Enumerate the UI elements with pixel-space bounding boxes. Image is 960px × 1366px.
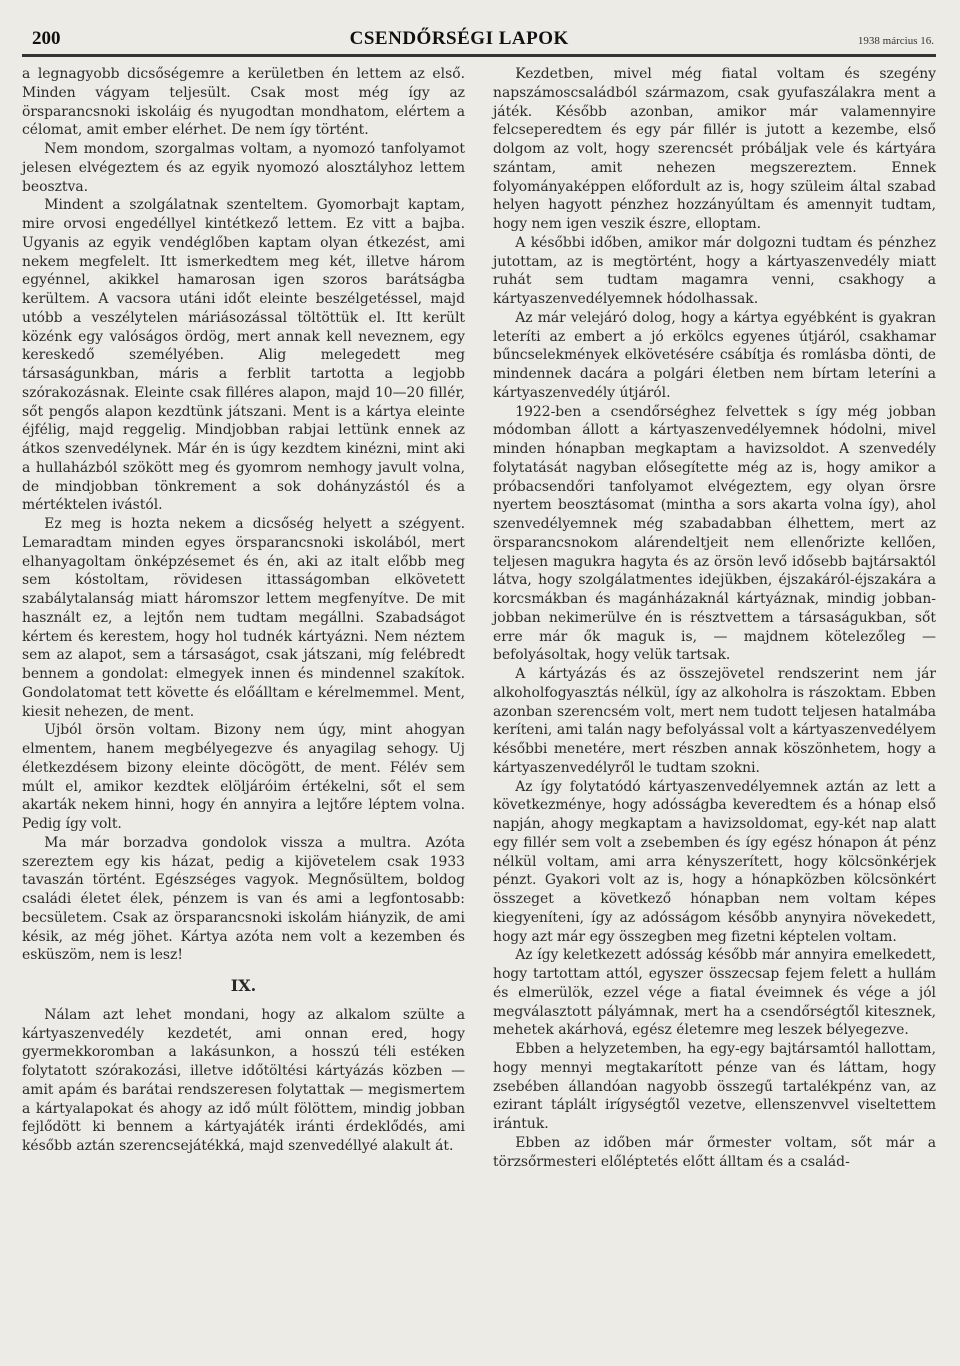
paragraph: Az már velejáró dolog, hogy a kártya egyébként is gyakran leteríti az embert a jó erkölcs egyenes útjáról, csakhamar bűncselekmények elkövetésére csábítja és romlásba dönti, de mindennek dacára a polgári életben nem bírtam leteríni a kártyaszenvedély útjáról. xyxy=(493,309,936,401)
paragraph: Az így folytatódó kártyaszenvedélyemnek aztán az lett a következménye, hogy adósságba keveredtem és a hónap első napján, ahogy megkaptam a havizsoldomat, egy-két nap alatt egy fillér sem volt a zsebemben és így egész hónapon át pénz nélkül voltam, ami arra kényszerített, hogy kölcsönkérjek pénzt. Gyakori volt az is, hogy a hónapközben kölcsönkért összeget a következő hónapban nem voltam képes kiegyeníteni, így az adósságom később anynyira növekedett, hogy azt már egy összegben meg fizetni képtelen voltam. xyxy=(493,778,936,945)
paragraph: Mindent a szolgálatnak szenteltem. Gyomorbajt kaptam, mire orvosi engedéllyel kintétkező lettem. Ez vitt a bajba. Ugyanis az egyik vendéglőben kaptam olyan étkezést, ami nekem megfelelt. Itt ismerkedtem meg két, illetve három egyénnel, akikkel hamarosan igen szoros barátságba kerültem. A vacsora utáni időt eleinte beszélgetéssel, majd utóbb a veszélytelen máriásozással töltöttük el. Itt került közénk egy valóságos ördög, mert annak kell neveznem, egy kereskedő személyében. Alig melegedett meg társaságunkban, máris a ferblit tartotta a legjobb szórakozásnak. Eleinte csak filléres alapon, majd 10—20 fillér, sőt pengős alapon kezdtünk játszani. Ment is a kártya eleinte éjfélig, majd reggelig. Mindjobban rabjai lettünk ennek az átkos szenvedélynek. Már én is úgy kezdtem kinézni, mint aki a hullaházból szökött meg és gyomrom nemhogy javult volna, de mindjobban tönkrement a sok dohányzástól és a mértéktelen ivástól. xyxy=(22,197,465,514)
left-column xyxy=(22,65,465,1171)
article-columns xyxy=(22,65,936,1171)
paragraph: a legnagyobb dicsőségemre a kerületben én lettem az első. Minden vágyam teljesült. Csak most még így az örsparancsnoki iskoláig és nyugodtan mondhatom, elértem a célomat, amit ember elérhet. De nem így történt. xyxy=(22,66,465,139)
paragraph: 1922-ben a csendőrséghez felvettek s így még jobban módomban állott a kártyaszenvedélyemnek hódolni, mivel minden hónapban megkaptam a havizsoldot. A szenvedély folytatását nagyban elősegítette még az is, hogy amikor a próbacsendőri tanfolyamot elvégeztem, egy olyan örsre nyertem beosztásomat (mintha a sors akarta volna így), ahol szenvedélyemnek még szabadabban élhettem, mert az örsparancsnokom alárendeltjeit nem ellenőrizte kellően, teljesen magukra hagyta és az örsön levő idősebb bajtársaktól látva, hogy szolgálatmentes idejükben, éjszakáról-éjszakára a korcsmákban és magánházaknál kártyáznak, mindig jobban-jobban nekimerülve én is résztvettem a társaságukban, sőt erre már ők maguk is, — majdnem kötelezőleg — befolyásoltak, hogy velük tartsak. xyxy=(493,403,936,664)
publication-title: CSENDŐRSÉGI LAPOK xyxy=(349,28,569,49)
paragraph: Ujból örsön voltam. Bizony nem úgy, mint ahogyan elmentem, hanem megbélyegezve és anyagilag sehogy. Uj életkezdésem bizony eleinte döcögött, de ment. Félév sem múlt el, amikor kezdtek elöljáróim értékelni, sőt el sem akarták nekem hinni, hogy én annyira a lejtőre léptem volna. Pedig így volt. xyxy=(22,722,465,832)
paragraph: Nem mondom, szorgalmas voltam, a nyomozó tanfolyamot jelesen elvégeztem és az egyik nyomozó alosztályhoz lettem beosztva. xyxy=(22,141,465,195)
paragraph: A kártyázás és az összejövetel rendszerint nem jár alkoholfogyasztás nélkül, így az alkoholra is rászoktam. Ebben azonban szerencsém volt, mert nem tudott teljesen hatalmába keríteni, ami talán nagy befolyással volt a kártyaszenvedélyem későbbi menetére, mert részben annak köszönhetem, hogy a kártyaszenvedélyről le tudtam szokni. xyxy=(493,666,936,776)
page-number: 200 xyxy=(32,28,61,49)
issue-date: 1938 március 16. xyxy=(857,35,934,47)
paragraph: Ebben az időben már őrmester voltam, sőt már a törzsőrmesteri előléptetés előtt álltam és a család- xyxy=(493,1134,936,1170)
paragraph: A későbbi időben, amikor már dolgozni tudtam és pénzhez jutottam, az is megtörtént, hogy a kártyaszenvedély miatt ruhát sem tudtam magamra venni, csakhogy a kártyaszenvedélyemnek hódolhassak. xyxy=(493,234,936,307)
paragraph: Ma már borzadva gondolok vissza a multra. Azóta szereztem egy kis házat, pedig a kijövetelem csak 1933 tavaszán történt. Egészséges vagyok. Megnősültem, boldog családi életet élek, pénzem is van és ami a legfontosabb: becsületem. Csak az örsparancsnoki iskolám hiányzik, de ami késik, az még jöhet. Kártya azóta nem volt a kezemben és esküszöm, nem is lesz! xyxy=(22,834,465,964)
paragraph: Ebben a helyzetemben, ha egy-egy bajtársamtól hallottam, hogy mennyi megtakarított pénze van és láttam, hogy zsebében állandóan nagyobb összegű tartalékpénz van, az ezirant táplált irígységtől vezetve, ellenszenvvel viseltettem irántuk. xyxy=(493,1041,936,1132)
right-column xyxy=(493,65,936,1171)
paragraph: Nálam azt lehet mondani, hogy az alkalom szülte a kártyaszenvedély kezdetét, ami onnan ered, hogy gyermekkoromban a lakásunkon, a hosszú téli estéken folytatott szórakozási, illetve időtöltési kártyázás közben — amit apám és barátai rendszeresen folytattak — megismertem a kártyalapokat és ahogy az idő múlt fölöttem, mindig jobban fejlődött ki bennem a kártyajáték iránti érdeklődés, ami később aztán szerencsejátékká, majd szenvedéllyé alakult át. xyxy=(22,1006,465,1154)
paragraph: Ez meg is hozta nekem a dicsőség helyett a szégyent. Lemaradtam minden egyes örsparancsnoki iskolából, mert elhanyagoltam önképzésemet és én, aki az italt előbb meg sem kóstoltam, rövidesen ittasságomban elkövetett szabálytalanság miatt háromszor lettem megfenyítve. De mit használt ez, a lejtőn nem tudtam megállni. Szabadságot kértem és kerestem, hogy hol tudnék kártyázni. Nem néztem sem az alapot, sem a társaságot, csak játszani, míg felébredt bennem a gondolat: elmegyek innen és mindennel szakítok. Gondolatomat tett követte és előálltam e kérelmemmel. Ment, kiesit nehezen, de ment. xyxy=(22,516,465,720)
page-header xyxy=(22,28,936,57)
paragraph: Az így keletkezett adósság később már annyira emelkedett, hogy tartottam attól, egyszer összecsap fejem felett a hullám és elmerülök, ezzel vége a fiatal éveimnek és vége a jól megválasztott pályámnak, mert ha a csendőrségtől kitesznek, mehetek akárhová, egész életemre meg leszek bélyegezve. xyxy=(493,947,936,1039)
section-number: IX. xyxy=(230,976,257,995)
paragraph: Kezdetben, mivel még fiatal voltam és szegény napszámoscsaládból származom, csak gyufaszálakra ment a játék. Később azonban, amikor már valamennyire felcseperedtem és egy pár fillér is jutott a kezembe, első dolgom az volt, hogy szerencsét próbáljak vele és kártyára szántam, amit nehezen megszereztem. Ennek folyományaképpen előfordult az is, hogy szüleim által szabad helyen hagyott pénzhez hozzányúltam és amennyit tudtam, hogy nem igen veszik észre, elloptam. xyxy=(493,66,936,232)
